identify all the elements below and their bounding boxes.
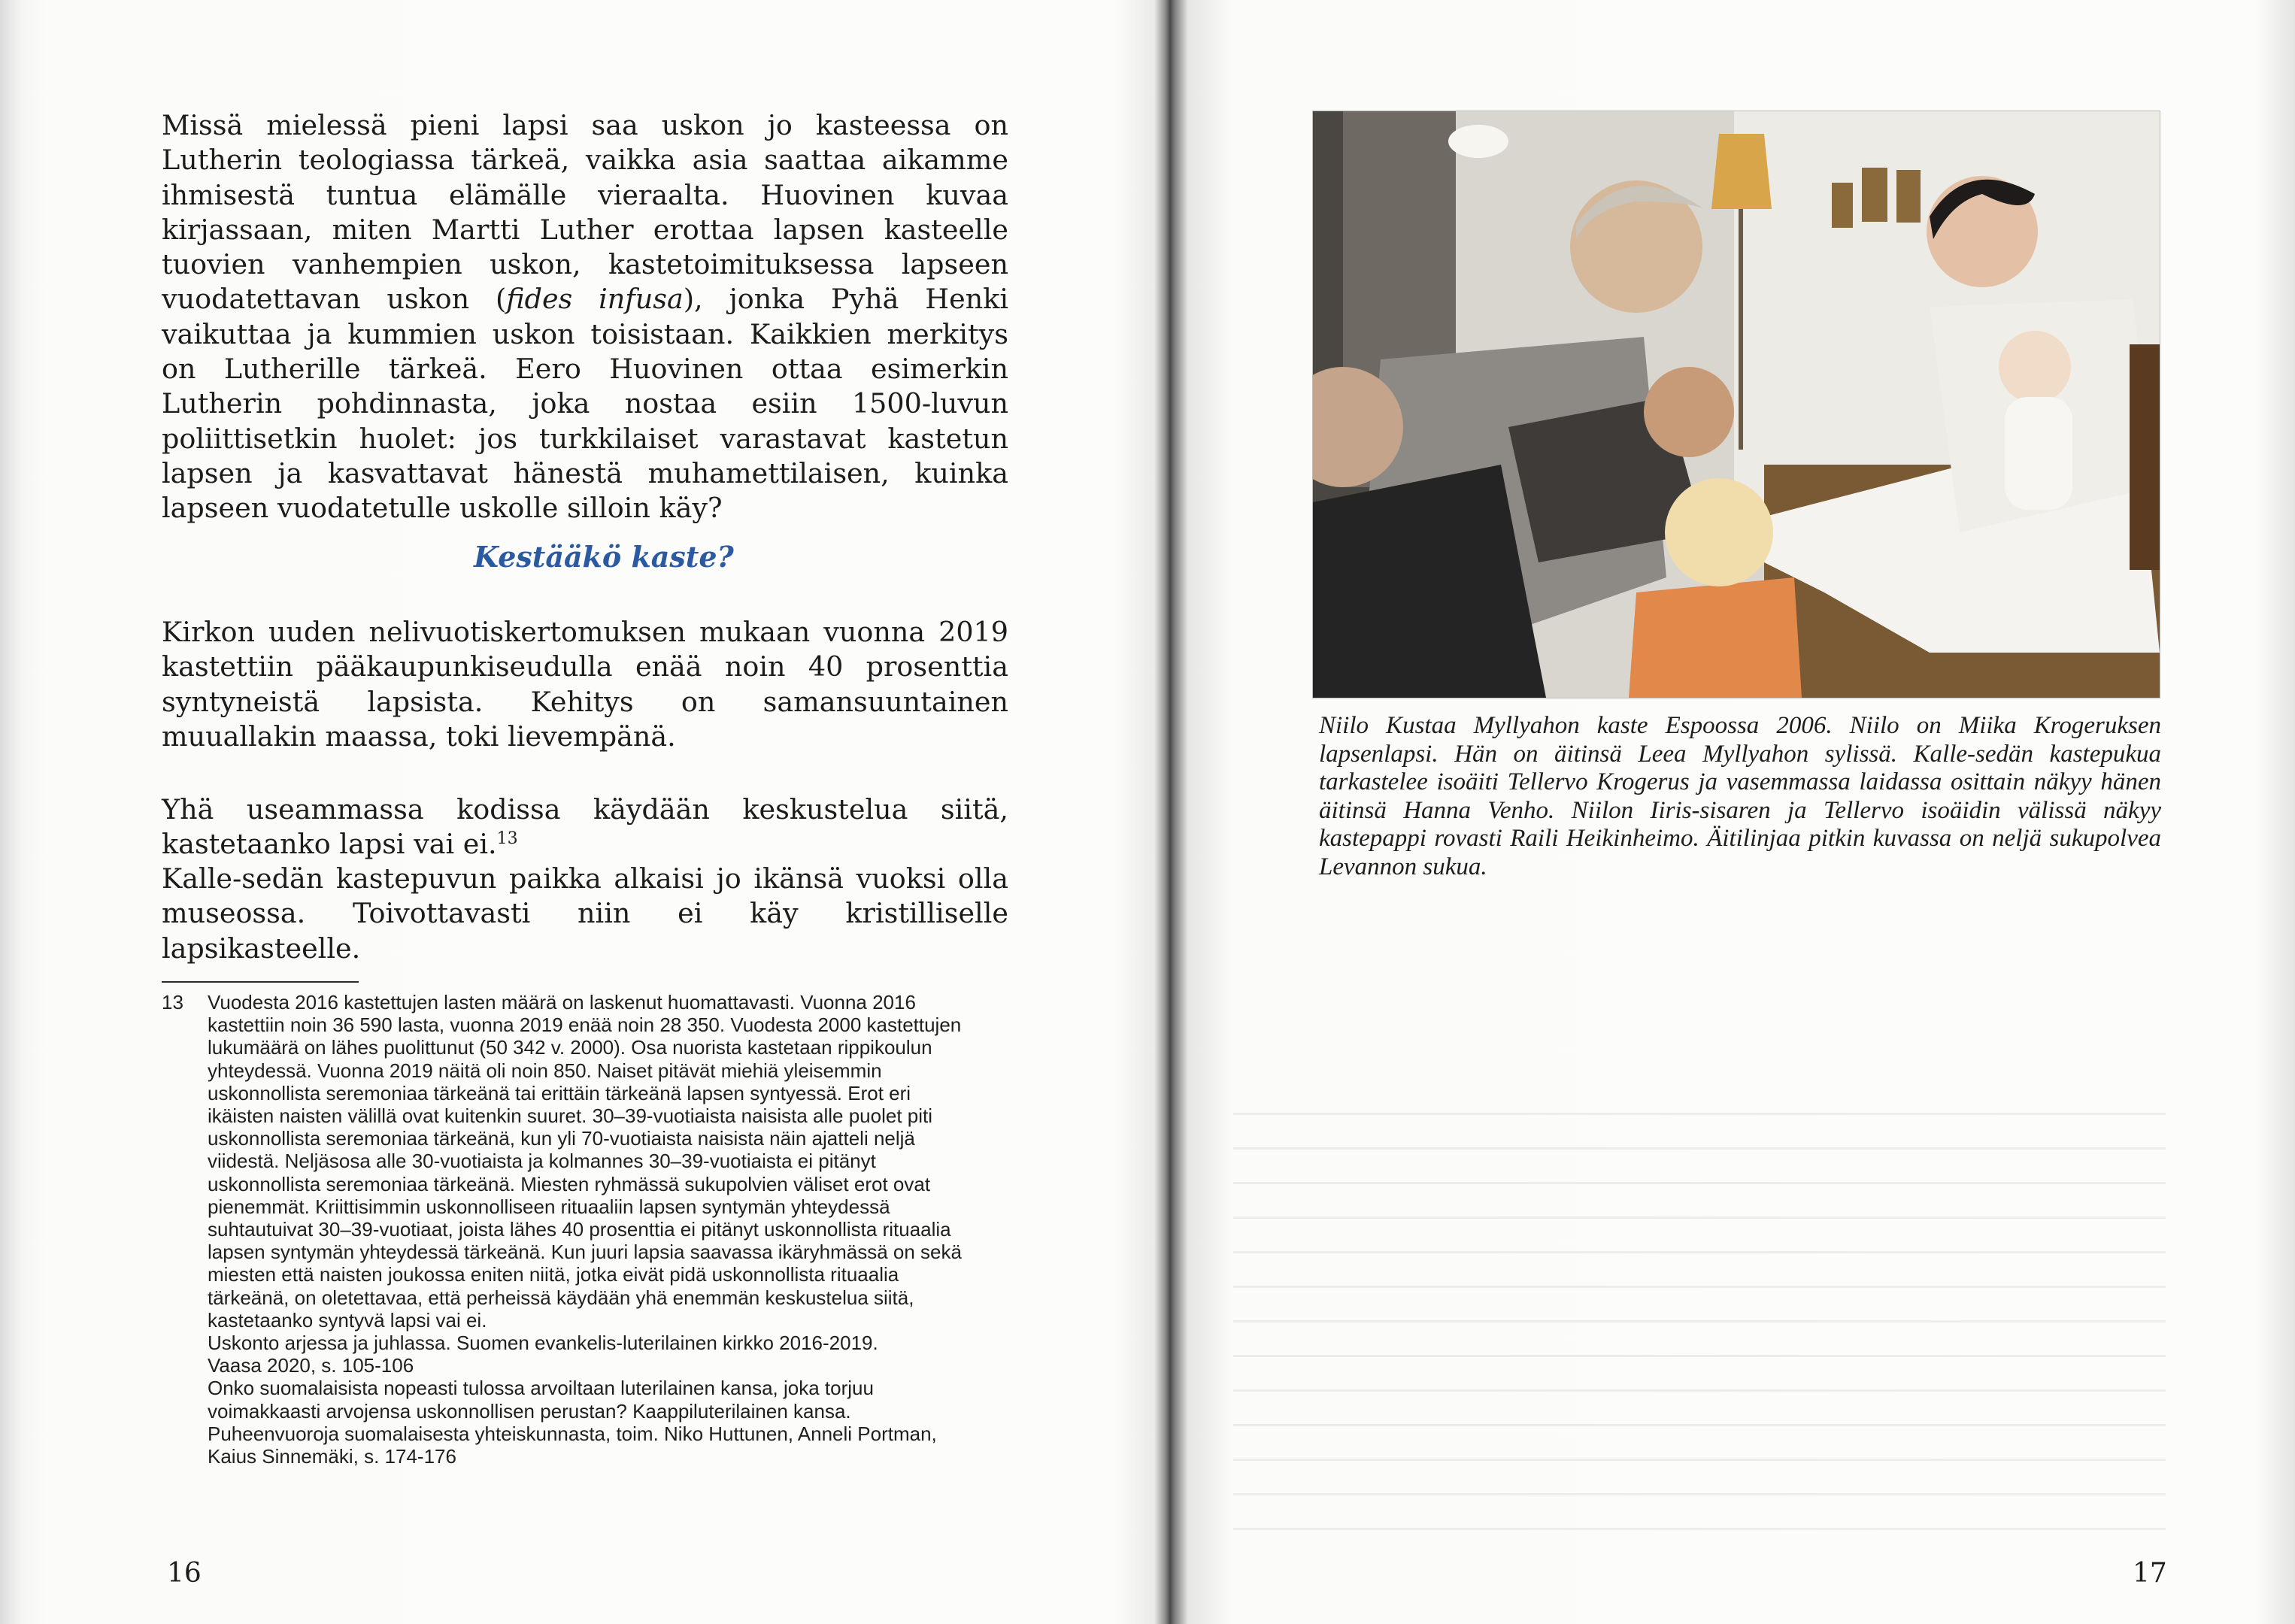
paragraph-1-end: ), jonka Pyhä Henki vaikuttaa ja kummien uskon toisistaan. Kaikkien merkitys on Lutherille tärkeä. Eero Huovinen ottaa esimerkin Lutherin pohdinnasta, joka nostaa esiin 1500-luvun poliittisetkin huolet: jos turkkilaiset varastavat kastetun lapsen ja kasvattavat hänestä muhamettilaisen, kuinka lapseen vuodatetulle uskolle silloin käy? (162, 283, 1009, 525)
chair-back (2130, 344, 2160, 570)
footnote-reference-1: Uskonto arjessa ja juhlassa. Suomen evankelis-luterilainen kirkko 2016-2019. (208, 1332, 878, 1355)
paragraph-1-start: Missä mielessä pieni lapsi saa uskon jo kasteessa on Lutherin teologiassa tärkeä, vaikka asia saattaa aikamme ihmisestä tuntua elämälle vieraalta. Huovinen kuvaa kirjassaan, miten Martti Luther erottaa lapsen kasteelle tuovien vanhempien uskon, kastetoimituksessa lapseen vuodatettavan uskon ( (162, 109, 1008, 316)
footnote-reference-1-publisher: Vaasa 2020, s. 105-106 (208, 1354, 414, 1377)
footnote-text: Vuodesta 2016 kastettujen lasten määrä on laskenut huomattavasti. Vuonna 2016 kastettiin noin 36 590 lasta, vuonna 2019 enää noin 28 350. Vuodesta 2000 kastettujen lukumäärä on lähes puolittunut (50 342 v. 2000). Osa nuorista kastetaan rippikoulun yhteydessä. Vuonna 2019 näitä oli noin 850. Naiset pitävät miehiä yleisemmin uskonnollista seremoniaa tärkeänä tai erittäin tärkeänä lapsen syntyessä. Erot eri ikäisten naisten välillä ovat kuitenkin suuret. 30–39-vuotiaista naisista alle puolet piti uskonnollista seremoniaa tärkeänä, kun yli 70-vuotiaista naisista näin ajatteli neljä viidestä. Neljäsosa alle 30-vuotiaista ja kolmannes 30–39-vuotiaista ei pitänyt uskonnollista seremoniaa tärkeänä. Miesten ryhmässä sukupolvien väliset erot ovat pienemmät. Kriittisimmin uskonnolliseen rituaaliin lapsen syntymän yhteydessä suhtautuivat 30–39-vuotiaat, joista lähes 40 prosenttia ei pitänyt uskonnollista rituaalia lapsen syntymän yhteydessä tärkeänä. Kun juuri lapsia saavassa ikäryhmässä on sekä miesten että naisten joukossa eniten niitä, jotka eivät pidä uskonnollista rituaalia tärkeänä, on oletettavaa, että perheissä käydään yhä enemmän keskustelua siitä, kastetaanko syntyvä lapsi vai ei. (208, 991, 962, 1332)
page-number-right: 17 (2133, 1558, 2167, 1589)
section-heading: Kestääkö kaste? (474, 540, 734, 574)
wall-picture-1 (1832, 183, 1853, 228)
footnote-reference[interactable]: 13 (496, 829, 518, 849)
footnote-divider (162, 981, 359, 983)
footnote-number: 13 (162, 991, 183, 1013)
wall-picture-2 (1862, 168, 1887, 222)
girl-dress (1629, 577, 1802, 698)
paragraph-3-text: Yhä useammassa kodissa käydään keskustelua siitä, kastetaanko lapsi vai ei. (162, 793, 1008, 861)
baptism-photo-illustration (1313, 111, 2160, 698)
paragraph-baptism-statistics (162, 615, 1008, 754)
baptism-photo (1313, 111, 2160, 698)
fides-infusa-term: fides infusa (506, 283, 684, 316)
paragraph-4-text: Kalle-sedän kastepuvun paikka alkaisi jo ikänsä vuoksi olla museossa. Toivottavasti niin ei käy kristilliselle lapsikasteelle. (162, 862, 1008, 965)
baby-head (1999, 331, 2071, 403)
show-through-text (1233, 1113, 2166, 1534)
photo-caption: Niilo Kustaa Myllyahon kaste Espoossa 2006. Niilo on Miika Krogeruksen lapsenlapsi. Hän on äitinsä Leea Myllyahon sylissä. Kalle-sedän kastepukua tarkastelee isoäiti Tellervo Krogerus ja vasemmassa laidassa osittain näkyy hänen äitinsä Hanna Venho. Niilon Iiris-sisaren ja Tellervo isoäidin välissä näkyy kastepappi rovasti Raili Heikinheimo. Äitilinjaa pitkin kuvassa on neljä sukupolvea Levannon sukua. (1319, 712, 2161, 880)
footnote-body (208, 991, 975, 1468)
paragraph-luther-faith (162, 108, 1008, 526)
paragraph-2-text: Kirkon uuden nelivuotiskertomuksen mukaan vuonna 2019 kastettiin pääkaupunkiseudulla enää noin 40 prosenttia syntyneistä lapsista. Kehitys on samansuuntainen muuallakin maassa, toki lievempänä. (162, 616, 1008, 753)
ceiling-lamp (1448, 125, 1508, 158)
paragraph-home-discussion (162, 792, 1008, 862)
pastor-head (1644, 367, 1734, 457)
baby-body (2005, 397, 2072, 510)
floor-lamp-pole (1739, 209, 1743, 450)
wall-picture-3 (1896, 170, 1921, 223)
paragraph-christening-gown (162, 862, 1008, 966)
page-number-left: 16 (167, 1558, 202, 1589)
floor-lamp-shade (1711, 134, 1772, 209)
footnote-reference-2: Onko suomalaisista nopeasti tulossa arvoiltaan luterilainen kansa, joka torjuu voimakkaasti arvojensa uskonnollisen perustan? Kaappiluterilainen kansa. Puheenvuoroja suomalaisesta yhteiskunnasta, toim. Niko Huttunen, Anneli Portman, Kaius Sinnemäki, s. 174-176 (208, 1377, 937, 1468)
girl-head (1665, 478, 1773, 586)
